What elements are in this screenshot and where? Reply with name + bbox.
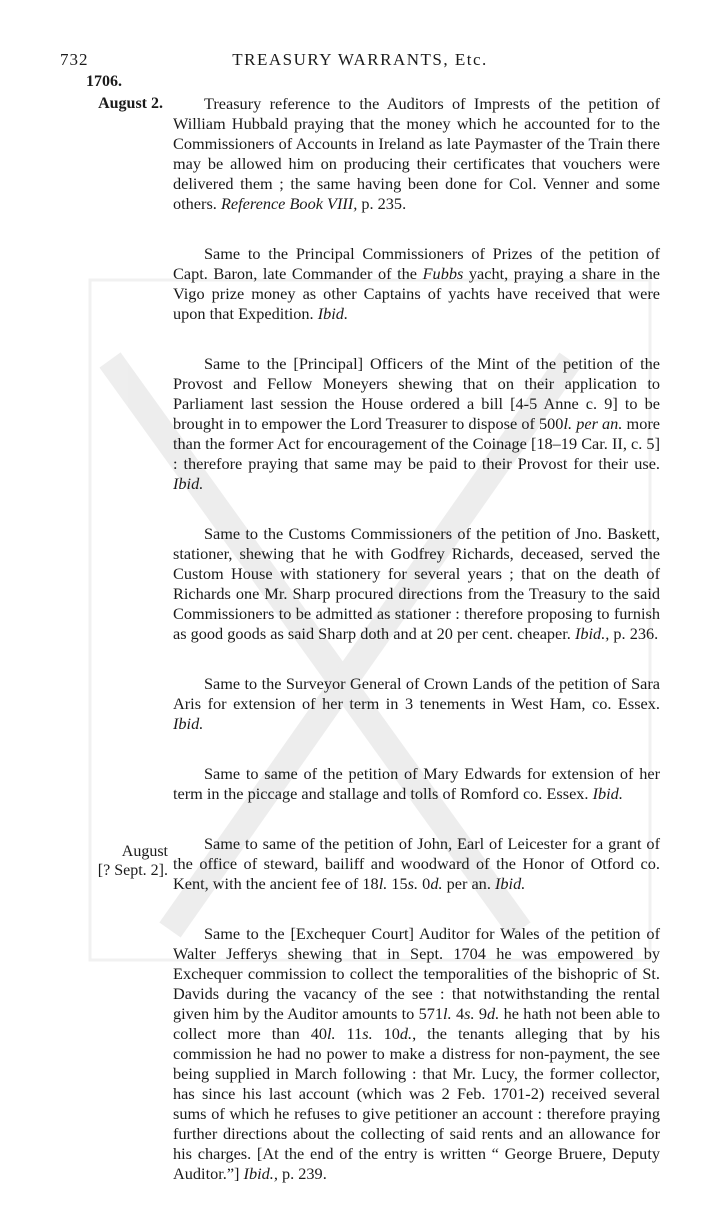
currency-abbrev: d. (487, 1004, 500, 1023)
margin-date: August 2. (98, 95, 163, 112)
entry-text: yacht, praying a share in the Vigo prize money as other Captains of yachts have received that were upon that Expedition. (173, 264, 660, 323)
entry-text: 15 (387, 874, 408, 893)
entry-text: Same to same of the petition of Mary Edwards for extension of her term in the piccage and stallage and tolls of Romford co. Essex. (173, 764, 660, 803)
entry-reference: Ibid., (243, 1164, 278, 1183)
entry-text: Treasury reference to the Auditors of Imprests of the petition of William Hubbald praying that the money which he accounted for to the Commissioners of Accounts in Ireland as late Paymaster of the Train there may be allowed him on producing their certificates that vouchers were delivered them ; the same having been done for Col. Venner and some others. (173, 94, 660, 213)
entry-3 (173, 354, 660, 494)
entry-text: 10 (372, 1024, 400, 1043)
entry-text: Same to the [Principal] Officers of the Mint of the petition of the Provost and Fellow Moneyers shewing that on their application to Parliament last session the House ordered a bill [4-5 Anne c. 9] to be brought in to empower the Lord Treasurer to dispose of 500 (173, 354, 660, 433)
currency-abbrev: l. (378, 874, 388, 893)
entry-text: 11 (335, 1024, 363, 1043)
entry-text: Same to the Surveyor General of Crown Lands of the petition of Sara Aris for extension of her term in 3 tenements in West Ham, co. Essex. (173, 674, 660, 713)
running-title: TREASURY WARRANTS, Etc. (232, 50, 488, 69)
entry-text: 4 (451, 1004, 465, 1023)
currency-abbrev: s. (464, 1004, 475, 1023)
currency-abbrev: d. (430, 874, 443, 893)
margin-date-month: August (121, 843, 168, 860)
entry-5 (173, 674, 660, 734)
entry-6 (173, 764, 660, 804)
currency-abbrev: s. (362, 1024, 373, 1043)
entry-text: more than the former Act for encouragement of the Coinage [18–19 Car. II, c. 5] : therefore praying that same may be paid to their Provost for their use. (173, 414, 660, 473)
entry-reference: Ibid. (494, 874, 526, 893)
entry-7 (173, 834, 660, 894)
entry-text: Same to the Customs Commissioners of the petition of Jno. Baskett, stationer, shewing that he with Godfrey Richards, deceased, served the Custom House with stationery for several years ; that on the death of Richards one Mr. Sharp procured directions from the Treasury to the said Commissioners to be admitted as stationer : therefore proposing to furnish as good goods as said Sharp doth and at 20 per cent. cheaper. (173, 524, 660, 643)
per-annum: per an. (572, 414, 623, 433)
currency-abbrev: l. (563, 414, 573, 433)
entry-reference: Ibid. (592, 784, 623, 803)
entry-text: Same to the [Exchequer Court] Auditor for Wales of the petition of Walter Jefferys shewing that in Sept. 1704 he was empowered by Exchequer commission to collect the temporalities of the bishopric of St. Davids during the vacancy of the see : that notwithstanding the rental given him by the Auditor amounts to 571 (173, 924, 660, 1023)
entry-page-ref: p. 239. (277, 1164, 327, 1183)
entry-page-ref: p. 235. (357, 194, 407, 213)
currency-abbrev: l. (443, 1004, 452, 1023)
entry-reference: Ibid. (173, 474, 204, 493)
currency-abbrev: s. (407, 874, 419, 893)
currency-abbrev: d. (399, 1024, 413, 1043)
entries-column (173, 94, 660, 1214)
entry-page-ref: p. 236. (609, 624, 659, 643)
margin-date-note: [? Sept. 2]. (97, 862, 168, 879)
entry-reference: Ibid. (317, 304, 349, 323)
ship-name: Fubbs (422, 264, 464, 283)
page-number: 732 (60, 50, 89, 69)
entry-text: Same to the Principal Commissioners of Prizes of the petition of Capt. Baron, late Commander of the (173, 244, 660, 283)
entry-2 (173, 244, 660, 324)
entry-8 (173, 924, 660, 1184)
entry-reference: Reference Book VIII, (220, 194, 358, 213)
entry-text: 0 (418, 874, 431, 893)
entry-text: 9 (474, 1004, 488, 1023)
entry-text: per an. (442, 874, 491, 893)
entry-text: Same to same of the petition of John, Earl of Leicester for a grant of the office of steward, bailiff and woodward of the Honor of Otford co. Kent, with the ancient fee of 18 (173, 834, 660, 893)
entry-reference: Ibid. (173, 714, 204, 733)
entry-4 (173, 524, 660, 644)
year-label: 1706. (86, 73, 122, 90)
entry-1 (173, 94, 660, 214)
margin-date-second (60, 842, 168, 880)
entry-text: , the tenants alleging that by his commission he had no power to make a distress for non-payment, the see being supplied in March following : that Mr. Lucy, the former collector, has since his last account (which was 2 Feb. 1701-2) received several sums of which he refuses to give petitioner an account : therefore praying further directions about the collecting of said rents and an allowance for his charges. [At the end of the entry is written “ George Bruere, Deputy Auditor.”] (173, 1024, 660, 1183)
currency-abbrev: l. (327, 1024, 336, 1043)
entry-reference: Ibid., (574, 624, 610, 643)
entry-text: he hath not been able to collect more than 40 (173, 1004, 661, 1043)
